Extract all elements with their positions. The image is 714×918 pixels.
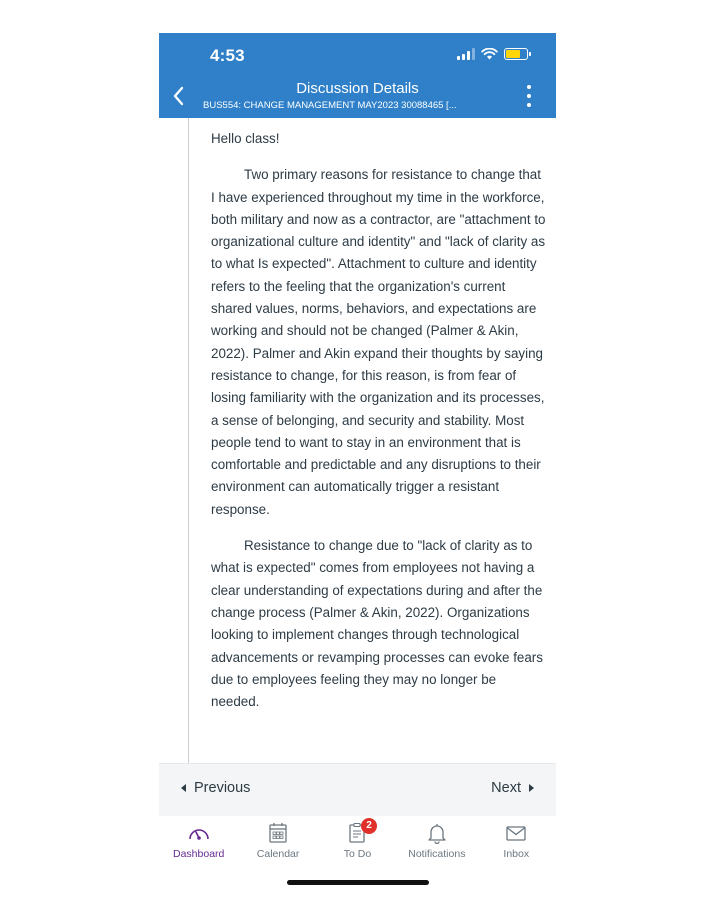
- wifi-icon: [481, 48, 498, 60]
- tab-notifications[interactable]: [397, 816, 476, 871]
- dashboard-icon: [187, 822, 211, 844]
- tab-label: Calendar: [256, 848, 300, 860]
- back-chevron-icon[interactable]: [169, 81, 189, 111]
- tab-todo[interactable]: [318, 816, 397, 871]
- notification-badge: 2: [361, 818, 377, 834]
- post-greeting: Hello class!: [211, 131, 280, 146]
- post-paragraph-2: Resistance to change due to "lack of clarity as to what is expected" comes from employees not having a clear understanding of expectations during and after the change process (Palmer & Akin, 2022). Organizations looking to implement changes through technological advancements or revamping processes can evoke fears due to employees feeling they may no longer be needed.: [211, 538, 543, 710]
- tab-dashboard[interactable]: [159, 816, 238, 871]
- tab-bar: [159, 816, 556, 871]
- mail-icon: [504, 822, 528, 844]
- thread-divider: [188, 118, 189, 763]
- more-options-icon[interactable]: [526, 85, 532, 107]
- discussion-content[interactable]: [159, 118, 556, 763]
- bell-icon: [426, 822, 448, 844]
- tab-label: Inbox: [503, 848, 530, 860]
- header: [159, 33, 556, 118]
- app-screen: [159, 33, 556, 895]
- nav-bar: [159, 77, 556, 118]
- page-title: Discussion Details: [296, 80, 419, 97]
- pager: [159, 763, 556, 816]
- status-icons: [457, 48, 528, 60]
- previous-label: Previous: [194, 780, 251, 796]
- next-button[interactable]: [491, 780, 534, 796]
- signal-icon: [457, 48, 475, 60]
- next-label: Next: [491, 780, 521, 796]
- tab-label: Dashboard: [173, 848, 225, 860]
- post-body: [211, 128, 546, 727]
- previous-button[interactable]: [181, 780, 250, 796]
- course-subtitle: BUS554: CHANGE MANAGEMENT MAY2023 30088465 [...: [203, 100, 457, 111]
- tab-calendar[interactable]: [239, 816, 318, 871]
- tab-label: Notifications: [408, 848, 466, 860]
- post-paragraph-1: Two primary reasons for resistance to change that I have experienced throughout my time in the workforce, both military and now as a contractor, are "attachment to organizational culture and identity" and "lack of clarity as to what Is expected". Attachment to culture and identity refers to the feeling that the organization's current shared values, norms, behaviors, and expectations are working and should not be changed (Palmer & Akin, 2022). Palmer and Akin expand their thoughts by saying resistance to change, for this reason, is from fear of losing familiarity with the organization and its processes, a sense of belonging, and security and stability. Most people tend to want to stay in an environment that is comfortable and predictable and any disruptions to their environment can automatically trigger a resistant response.: [211, 167, 546, 517]
- tab-inbox[interactable]: [477, 816, 556, 871]
- battery-icon: [504, 48, 528, 60]
- tab-label: To Do: [343, 848, 372, 860]
- triangle-left-icon: [181, 784, 186, 792]
- calendar-icon: [267, 822, 289, 844]
- home-indicator: [287, 880, 429, 885]
- triangle-right-icon: [529, 784, 534, 792]
- status-time: 4:53: [210, 46, 245, 65]
- status-bar: [159, 33, 556, 77]
